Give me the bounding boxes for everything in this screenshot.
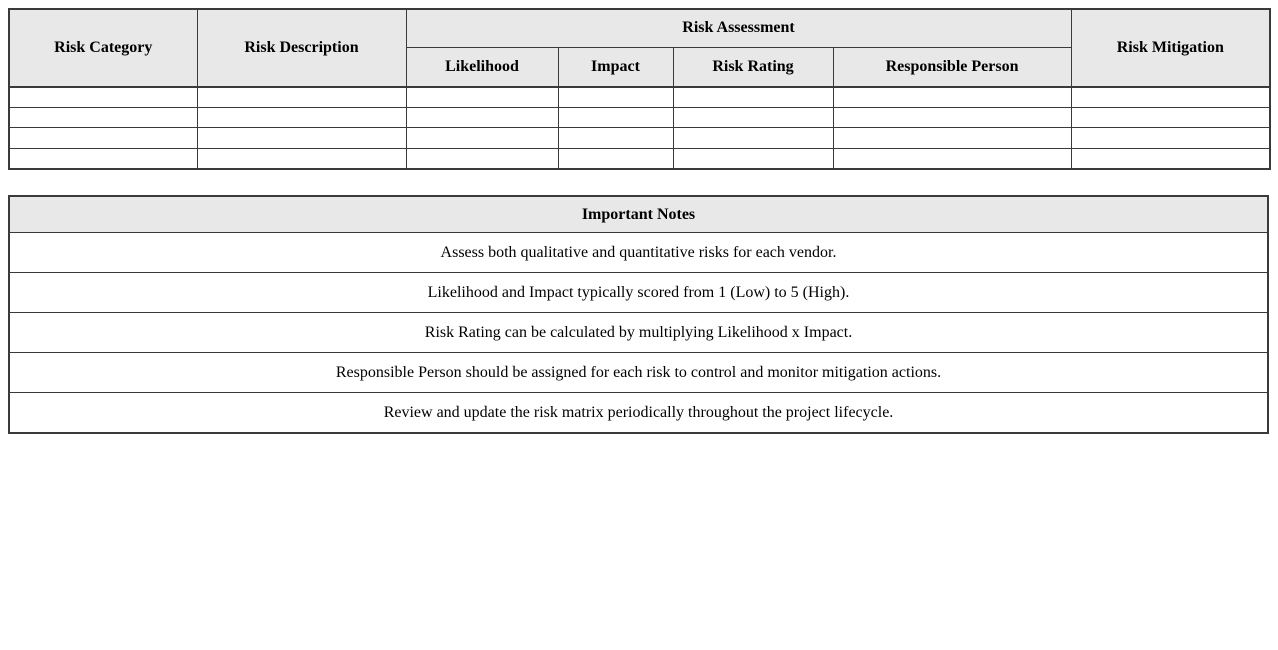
- empty-cell: [9, 127, 197, 148]
- header-risk-mitigation: Risk Mitigation: [1071, 9, 1270, 87]
- empty-cell: [1071, 148, 1270, 169]
- empty-cell: [1071, 107, 1270, 127]
- note-row: [9, 353, 1268, 393]
- note-text: Risk Rating can be calculated by multiplying Likelihood x Impact.: [9, 313, 1268, 353]
- empty-cell: [558, 87, 673, 107]
- note-row: [9, 233, 1268, 273]
- header-responsible-person: Responsible Person: [833, 47, 1071, 87]
- notes-header-row: [9, 196, 1268, 233]
- note-text: Review and update the risk matrix periodically throughout the project lifecycle.: [9, 393, 1268, 434]
- important-notes-table: [8, 195, 1269, 434]
- empty-cell: [558, 148, 673, 169]
- empty-cell: [558, 107, 673, 127]
- empty-cell: [9, 107, 197, 127]
- empty-cell: [197, 107, 406, 127]
- empty-cell: [673, 107, 833, 127]
- empty-cell: [9, 148, 197, 169]
- empty-cell: [406, 107, 558, 127]
- header-risk-category: Risk Category: [9, 9, 197, 87]
- empty-cell: [406, 127, 558, 148]
- note-text: Likelihood and Impact typically scored from 1 (Low) to 5 (High).: [9, 273, 1268, 313]
- empty-cell: [673, 87, 833, 107]
- empty-risk-row: [9, 87, 1270, 107]
- note-text: Assess both qualitative and quantitative risks for each vendor.: [9, 233, 1268, 273]
- empty-cell: [673, 148, 833, 169]
- empty-cell: [558, 127, 673, 148]
- note-row: [9, 273, 1268, 313]
- empty-cell: [1071, 87, 1270, 107]
- empty-cell: [833, 148, 1071, 169]
- empty-cell: [406, 148, 558, 169]
- notes-title: Important Notes: [9, 196, 1268, 233]
- empty-cell: [1071, 127, 1270, 148]
- empty-cell: [673, 127, 833, 148]
- empty-cell: [9, 87, 197, 107]
- note-row: [9, 393, 1268, 434]
- risk-matrix-table: [8, 8, 1271, 170]
- empty-cell: [833, 87, 1071, 107]
- empty-cell: [833, 127, 1071, 148]
- header-risk-description: Risk Description: [197, 9, 406, 87]
- header-risk-rating: Risk Rating: [673, 47, 833, 87]
- note-text: Responsible Person should be assigned for each risk to control and monitor mitigation actions.: [9, 353, 1268, 393]
- empty-risk-row: [9, 107, 1270, 127]
- empty-risk-row: [9, 127, 1270, 148]
- header-impact: Impact: [558, 47, 673, 87]
- empty-cell: [406, 87, 558, 107]
- header-group-row: [9, 9, 1270, 47]
- empty-cell: [197, 87, 406, 107]
- header-risk-assessment: Risk Assessment: [406, 9, 1071, 47]
- note-row: [9, 313, 1268, 353]
- header-likelihood: Likelihood: [406, 47, 558, 87]
- empty-risk-row: [9, 148, 1270, 169]
- empty-cell: [833, 107, 1071, 127]
- empty-cell: [197, 127, 406, 148]
- empty-cell: [197, 148, 406, 169]
